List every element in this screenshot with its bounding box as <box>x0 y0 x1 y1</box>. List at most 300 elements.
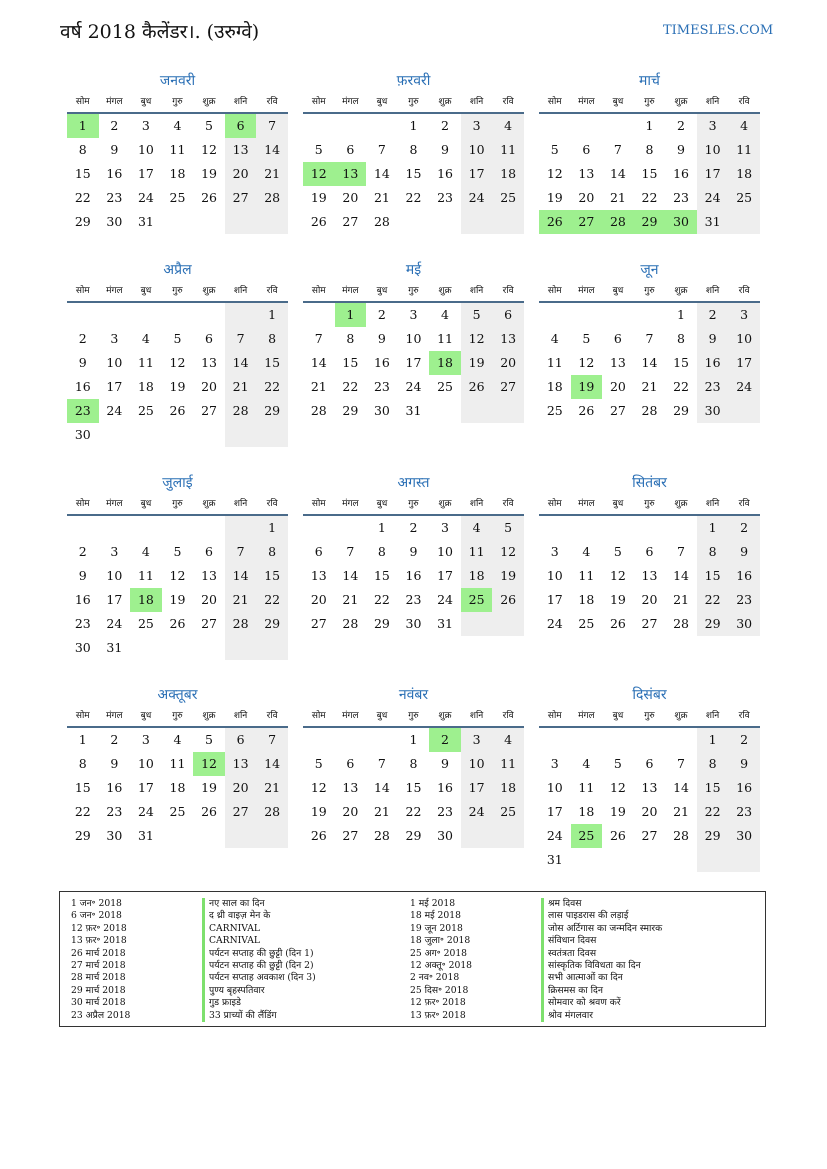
day-cell[interactable]: 8 <box>78 756 87 771</box>
day-cell[interactable]: 5 <box>550 142 559 157</box>
day-cell[interactable]: 25 <box>137 616 154 631</box>
day-cell[interactable]: 23 <box>106 190 123 205</box>
day-cell[interactable]: 1 <box>677 307 685 322</box>
day-cell[interactable]: 17 <box>546 592 563 607</box>
day-cell[interactable]: 19 <box>169 592 186 607</box>
day-cell[interactable]: 18 <box>578 592 595 607</box>
day-cell[interactable]: 30 <box>74 640 91 655</box>
day-cell[interactable]: 21 <box>342 592 359 607</box>
day-cell[interactable]: 27 <box>201 403 217 418</box>
day-cell[interactable]: 29 <box>673 403 689 418</box>
day-cell[interactable]: 13 <box>641 780 658 795</box>
day-cell[interactable]: 24 <box>728 375 760 399</box>
day-cell[interactable]: 13 <box>492 327 524 351</box>
day-cell[interactable]: 8 <box>409 142 418 157</box>
day-cell[interactable]: 28 <box>256 186 288 210</box>
day-cell[interactable]: 27 <box>342 828 359 843</box>
day-cell[interactable]: 16 <box>673 166 689 181</box>
day-cell[interactable]: 7 <box>677 756 685 771</box>
day-cell[interactable]: 15 <box>74 166 91 181</box>
day-cell[interactable]: 22 <box>405 190 422 205</box>
day-cell[interactable]: 3 <box>461 114 493 138</box>
day-cell[interactable]: 24 <box>106 403 123 418</box>
day-cell[interactable]: 7 <box>314 331 323 346</box>
day-cell[interactable]: 2 <box>441 118 449 133</box>
day-cell[interactable]: 29 <box>256 399 288 423</box>
day-cell[interactable]: 5 <box>205 732 213 747</box>
day-cell[interactable]: 12 <box>609 780 626 795</box>
day-cell[interactable]: 10 <box>137 756 154 771</box>
day-cell[interactable]: 28 <box>373 214 390 229</box>
day-cell[interactable]: 18 <box>578 804 595 819</box>
day-cell[interactable]: 31 <box>697 210 729 234</box>
day-cell[interactable]: 23 <box>405 592 422 607</box>
day-cell[interactable]: 1 <box>377 520 386 535</box>
day-cell[interactable]: 15 <box>256 564 288 588</box>
day-cell[interactable]: 15 <box>673 355 689 370</box>
day-cell[interactable]: 23 <box>728 800 760 824</box>
day-cell[interactable]: 1 <box>78 732 87 747</box>
day-cell[interactable]: 28 <box>342 616 359 631</box>
day-cell[interactable]: 21 <box>225 588 257 612</box>
day-cell[interactable]: 24 <box>546 828 563 843</box>
day-cell[interactable]: 11 <box>137 355 154 370</box>
day-cell[interactable]: 5 <box>492 516 524 540</box>
day-cell[interactable]: 29 <box>342 403 359 418</box>
day-cell[interactable]: 12 <box>303 162 335 186</box>
day-cell[interactable]: 24 <box>546 616 563 631</box>
day-cell[interactable]: 19 <box>609 804 626 819</box>
day-cell[interactable]: 1 <box>256 516 288 540</box>
day-cell[interactable]: 11 <box>578 568 595 583</box>
day-cell[interactable]: 4 <box>550 331 559 346</box>
day-cell[interactable]: 20 <box>641 592 658 607</box>
day-cell[interactable]: 15 <box>256 351 288 375</box>
day-cell[interactable]: 26 <box>609 616 626 631</box>
day-cell[interactable]: 8 <box>256 540 288 564</box>
day-cell[interactable]: 27 <box>641 828 658 843</box>
day-cell[interactable]: 9 <box>677 142 685 157</box>
day-cell[interactable]: 21 <box>256 162 288 186</box>
day-cell[interactable]: 1 <box>697 516 729 540</box>
day-cell[interactable]: 20 <box>310 592 327 607</box>
day-cell[interactable]: 31 <box>106 640 123 655</box>
day-cell[interactable]: 2 <box>409 520 418 535</box>
day-cell[interactable]: 17 <box>137 166 154 181</box>
day-cell[interactable]: 9 <box>409 544 418 559</box>
day-cell[interactable]: 26 <box>169 403 186 418</box>
day-cell[interactable]: 28 <box>310 403 327 418</box>
day-cell[interactable]: 9 <box>110 756 119 771</box>
day-cell[interactable]: 4 <box>441 307 449 322</box>
day-cell[interactable]: 17 <box>137 780 154 795</box>
day-cell[interactable]: 16 <box>106 166 123 181</box>
day-cell[interactable]: 29 <box>634 210 666 234</box>
day-cell[interactable]: 21 <box>673 592 689 607</box>
day-cell[interactable]: 5 <box>582 331 591 346</box>
day-cell[interactable]: 29 <box>697 612 729 636</box>
day-cell[interactable]: 10 <box>728 327 760 351</box>
day-cell[interactable]: 6 <box>346 756 355 771</box>
day-cell[interactable]: 30 <box>106 214 123 229</box>
day-cell[interactable]: 27 <box>609 403 626 418</box>
day-cell[interactable]: 26 <box>169 616 186 631</box>
day-cell[interactable]: 8 <box>409 756 418 771</box>
day-cell[interactable]: 11 <box>578 780 595 795</box>
day-cell[interactable]: 12 <box>546 166 563 181</box>
day-cell[interactable]: 17 <box>437 568 453 583</box>
day-cell[interactable]: 11 <box>492 752 524 776</box>
day-cell[interactable]: 22 <box>405 804 422 819</box>
day-cell[interactable]: 12 <box>492 540 524 564</box>
day-cell[interactable]: 22 <box>373 592 390 607</box>
day-cell[interactable]: 7 <box>645 331 654 346</box>
day-cell[interactable]: 4 <box>173 732 182 747</box>
day-cell[interactable]: 7 <box>256 114 288 138</box>
day-cell[interactable]: 7 <box>377 142 386 157</box>
day-cell[interactable]: 19 <box>169 379 186 394</box>
day-cell[interactable]: 19 <box>492 564 524 588</box>
day-cell[interactable]: 10 <box>546 568 563 583</box>
day-cell[interactable]: 29 <box>697 824 729 848</box>
day-cell[interactable]: 11 <box>461 540 493 564</box>
day-cell[interactable]: 10 <box>437 544 453 559</box>
day-cell[interactable]: 25 <box>546 403 563 418</box>
day-cell[interactable]: 2 <box>110 732 119 747</box>
day-cell[interactable]: 23 <box>437 804 453 819</box>
day-cell[interactable]: 20 <box>342 190 359 205</box>
day-cell[interactable]: 23 <box>106 804 123 819</box>
day-cell[interactable]: 14 <box>673 780 689 795</box>
day-cell[interactable]: 27 <box>225 186 257 210</box>
day-cell[interactable]: 18 <box>169 166 186 181</box>
day-cell[interactable]: 7 <box>225 327 257 351</box>
day-cell[interactable]: 17 <box>405 355 422 370</box>
day-cell[interactable]: 14 <box>225 351 257 375</box>
day-cell[interactable]: 29 <box>74 214 91 229</box>
day-cell[interactable]: 28 <box>673 828 689 843</box>
day-cell[interactable]: 30 <box>373 403 390 418</box>
day-cell[interactable]: 22 <box>256 375 288 399</box>
day-cell[interactable]: 14 <box>641 355 658 370</box>
day-cell[interactable]: 22 <box>697 588 729 612</box>
day-cell[interactable]: 3 <box>110 331 119 346</box>
day-cell[interactable]: 1 <box>256 303 288 327</box>
day-cell[interactable]: 5 <box>461 303 493 327</box>
day-cell[interactable]: 30 <box>728 824 760 848</box>
day-cell[interactable]: 30 <box>665 210 697 234</box>
day-cell[interactable]: 19 <box>201 166 217 181</box>
day-cell[interactable]: 16 <box>74 379 91 394</box>
day-cell[interactable]: 24 <box>106 616 123 631</box>
day-cell[interactable]: 23 <box>373 379 390 394</box>
day-cell[interactable]: 29 <box>373 616 390 631</box>
day-cell[interactable]: 20 <box>201 379 217 394</box>
day-cell[interactable]: 30 <box>728 612 760 636</box>
day-cell[interactable]: 16 <box>437 166 453 181</box>
day-cell[interactable]: 6 <box>225 114 257 138</box>
day-cell[interactable]: 26 <box>578 403 595 418</box>
day-cell[interactable]: 17 <box>697 162 729 186</box>
day-cell[interactable]: 29 <box>256 612 288 636</box>
day-cell[interactable]: 18 <box>461 564 493 588</box>
day-cell[interactable]: 25 <box>437 379 453 394</box>
day-cell[interactable]: 12 <box>310 780 327 795</box>
day-cell[interactable]: 1 <box>67 114 99 138</box>
day-cell[interactable]: 18 <box>546 379 563 394</box>
day-cell[interactable]: 14 <box>673 568 689 583</box>
day-cell[interactable]: 18 <box>130 588 162 612</box>
day-cell[interactable]: 3 <box>409 307 418 322</box>
day-cell[interactable]: 5 <box>613 544 622 559</box>
day-cell[interactable]: 6 <box>582 142 591 157</box>
day-cell[interactable]: 27 <box>310 616 327 631</box>
day-cell[interactable]: 5 <box>173 544 182 559</box>
day-cell[interactable]: 11 <box>492 138 524 162</box>
day-cell[interactable]: 4 <box>461 516 493 540</box>
day-cell[interactable]: 26 <box>461 375 493 399</box>
day-cell[interactable]: 2 <box>78 544 87 559</box>
day-cell[interactable]: 10 <box>106 355 123 370</box>
day-cell[interactable]: 5 <box>314 142 323 157</box>
day-cell[interactable]: 2 <box>728 516 760 540</box>
day-cell[interactable]: 21 <box>373 804 390 819</box>
day-cell[interactable]: 19 <box>609 592 626 607</box>
day-cell[interactable]: 17 <box>461 162 493 186</box>
day-cell[interactable]: 13 <box>335 162 367 186</box>
day-cell[interactable]: 24 <box>461 800 493 824</box>
day-cell[interactable]: 16 <box>373 355 390 370</box>
day-cell[interactable]: 21 <box>373 190 390 205</box>
day-cell[interactable]: 7 <box>377 756 386 771</box>
day-cell[interactable]: 10 <box>106 568 123 583</box>
site-link[interactable]: TIMESLES.COM <box>663 23 774 38</box>
day-cell[interactable]: 18 <box>169 780 186 795</box>
day-cell[interactable]: 26 <box>201 190 217 205</box>
day-cell[interactable]: 10 <box>405 331 422 346</box>
day-cell[interactable]: 20 <box>578 190 595 205</box>
day-cell[interactable]: 14 <box>225 564 257 588</box>
day-cell[interactable]: 23 <box>673 190 689 205</box>
day-cell[interactable]: 21 <box>310 379 327 394</box>
day-cell[interactable]: 28 <box>602 210 634 234</box>
day-cell[interactable]: 22 <box>641 190 658 205</box>
day-cell[interactable]: 11 <box>137 568 154 583</box>
day-cell[interactable]: 15 <box>342 355 359 370</box>
day-cell[interactable]: 13 <box>609 355 626 370</box>
day-cell[interactable]: 13 <box>225 138 257 162</box>
day-cell[interactable]: 26 <box>201 804 217 819</box>
day-cell[interactable]: 12 <box>201 142 217 157</box>
day-cell[interactable]: 22 <box>74 804 91 819</box>
day-cell[interactable]: 12 <box>193 752 225 776</box>
day-cell[interactable]: 25 <box>169 190 186 205</box>
day-cell[interactable]: 6 <box>645 756 654 771</box>
day-cell[interactable]: 20 <box>225 776 257 800</box>
day-cell[interactable]: 7 <box>677 544 685 559</box>
day-cell[interactable]: 24 <box>137 804 154 819</box>
day-cell[interactable]: 14 <box>609 166 626 181</box>
day-cell[interactable]: 1 <box>335 303 367 327</box>
day-cell[interactable]: 20 <box>201 592 217 607</box>
day-cell[interactable]: 2 <box>429 728 461 752</box>
day-cell[interactable]: 22 <box>697 800 729 824</box>
day-cell[interactable]: 7 <box>346 544 355 559</box>
day-cell[interactable]: 22 <box>673 379 689 394</box>
day-cell[interactable]: 14 <box>342 568 359 583</box>
day-cell[interactable]: 28 <box>641 403 658 418</box>
day-cell[interactable]: 10 <box>546 780 563 795</box>
day-cell[interactable]: 24 <box>461 186 493 210</box>
day-cell[interactable]: 1 <box>697 728 729 752</box>
day-cell[interactable]: 8 <box>645 142 654 157</box>
day-cell[interactable]: 16 <box>405 568 422 583</box>
day-cell[interactable]: 26 <box>492 588 524 612</box>
day-cell[interactable]: 8 <box>78 142 87 157</box>
day-cell[interactable]: 27 <box>641 616 658 631</box>
day-cell[interactable]: 21 <box>673 804 689 819</box>
day-cell[interactable]: 4 <box>582 544 591 559</box>
day-cell[interactable]: 3 <box>550 544 559 559</box>
day-cell[interactable]: 15 <box>405 166 422 181</box>
day-cell[interactable]: 31 <box>437 616 453 631</box>
day-cell[interactable]: 14 <box>256 752 288 776</box>
day-cell[interactable]: 18 <box>429 351 461 375</box>
day-cell[interactable]: 9 <box>697 327 729 351</box>
day-cell[interactable]: 7 <box>256 728 288 752</box>
day-cell[interactable]: 25 <box>492 186 524 210</box>
day-cell[interactable]: 5 <box>613 756 622 771</box>
day-cell[interactable]: 19 <box>571 375 603 399</box>
day-cell[interactable]: 19 <box>310 804 327 819</box>
day-cell[interactable]: 21 <box>225 375 257 399</box>
day-cell[interactable]: 21 <box>609 190 626 205</box>
day-cell[interactable]: 16 <box>697 351 729 375</box>
day-cell[interactable]: 3 <box>697 114 729 138</box>
day-cell[interactable]: 9 <box>110 142 119 157</box>
day-cell[interactable]: 13 <box>578 166 595 181</box>
day-cell[interactable]: 28 <box>225 399 257 423</box>
day-cell[interactable]: 16 <box>728 564 760 588</box>
day-cell[interactable]: 1 <box>409 118 418 133</box>
day-cell[interactable]: 17 <box>106 379 123 394</box>
day-cell[interactable]: 28 <box>256 800 288 824</box>
day-cell[interactable]: 31 <box>405 403 422 418</box>
day-cell[interactable]: 12 <box>169 568 186 583</box>
day-cell[interactable]: 12 <box>578 355 595 370</box>
day-cell[interactable]: 12 <box>169 355 186 370</box>
day-cell[interactable]: 25 <box>571 824 603 848</box>
day-cell[interactable]: 12 <box>461 327 493 351</box>
day-cell[interactable]: 29 <box>74 828 91 843</box>
day-cell[interactable]: 11 <box>437 331 453 346</box>
day-cell[interactable]: 6 <box>492 303 524 327</box>
day-cell[interactable]: 21 <box>641 379 658 394</box>
day-cell[interactable]: 22 <box>256 588 288 612</box>
day-cell[interactable]: 2 <box>697 303 729 327</box>
day-cell[interactable]: 16 <box>74 592 91 607</box>
day-cell[interactable]: 25 <box>461 588 493 612</box>
day-cell[interactable]: 24 <box>697 186 729 210</box>
day-cell[interactable]: 26 <box>310 214 327 229</box>
day-cell[interactable]: 14 <box>310 355 327 370</box>
day-cell[interactable]: 8 <box>377 544 386 559</box>
day-cell[interactable]: 18 <box>728 162 760 186</box>
day-cell[interactable]: 15 <box>74 780 91 795</box>
day-cell[interactable]: 17 <box>728 351 760 375</box>
day-cell[interactable]: 13 <box>201 568 217 583</box>
day-cell[interactable]: 8 <box>697 752 729 776</box>
day-cell[interactable]: 13 <box>201 355 217 370</box>
day-cell[interactable]: 11 <box>169 756 186 771</box>
day-cell[interactable]: 6 <box>346 142 355 157</box>
day-cell[interactable]: 3 <box>110 544 119 559</box>
day-cell[interactable]: 16 <box>728 776 760 800</box>
day-cell[interactable]: 6 <box>613 331 622 346</box>
day-cell[interactable]: 23 <box>728 588 760 612</box>
day-cell[interactable]: 5 <box>314 756 323 771</box>
day-cell[interactable]: 15 <box>641 166 658 181</box>
day-cell[interactable]: 4 <box>728 114 760 138</box>
day-cell[interactable]: 28 <box>373 828 390 843</box>
day-cell[interactable]: 9 <box>441 142 449 157</box>
day-cell[interactable]: 17 <box>461 776 493 800</box>
day-cell[interactable]: 13 <box>310 568 327 583</box>
day-cell[interactable]: 3 <box>141 118 150 133</box>
day-cell[interactable]: 24 <box>437 592 453 607</box>
day-cell[interactable]: 24 <box>137 190 154 205</box>
day-cell[interactable]: 27 <box>492 375 524 399</box>
day-cell[interactable]: 29 <box>405 828 422 843</box>
day-cell[interactable]: 2 <box>110 118 119 133</box>
day-cell[interactable]: 22 <box>342 379 359 394</box>
day-cell[interactable]: 30 <box>106 828 123 843</box>
day-cell[interactable]: 27 <box>201 616 217 631</box>
day-cell[interactable]: 5 <box>205 118 213 133</box>
day-cell[interactable]: 1 <box>409 732 418 747</box>
day-cell[interactable]: 10 <box>461 752 493 776</box>
day-cell[interactable]: 2 <box>728 728 760 752</box>
day-cell[interactable]: 19 <box>310 190 327 205</box>
day-cell[interactable]: 17 <box>546 804 563 819</box>
day-cell[interactable]: 15 <box>697 564 729 588</box>
day-cell[interactable]: 22 <box>74 190 91 205</box>
day-cell[interactable]: 30 <box>405 616 422 631</box>
day-cell[interactable]: 4 <box>141 544 150 559</box>
day-cell[interactable]: 28 <box>225 612 257 636</box>
day-cell[interactable]: 9 <box>377 331 386 346</box>
day-cell[interactable]: 27 <box>225 800 257 824</box>
day-cell[interactable]: 10 <box>697 138 729 162</box>
day-cell[interactable]: 3 <box>141 732 150 747</box>
day-cell[interactable]: 15 <box>697 776 729 800</box>
day-cell[interactable]: 8 <box>256 327 288 351</box>
day-cell[interactable]: 3 <box>728 303 760 327</box>
day-cell[interactable]: 9 <box>78 568 87 583</box>
day-cell[interactable]: 8 <box>346 331 355 346</box>
day-cell[interactable]: 31 <box>137 828 154 843</box>
day-cell[interactable]: 7 <box>613 142 622 157</box>
day-cell[interactable]: 25 <box>728 186 760 210</box>
day-cell[interactable]: 6 <box>205 544 213 559</box>
day-cell[interactable]: 18 <box>137 379 154 394</box>
day-cell[interactable]: 28 <box>673 616 689 631</box>
day-cell[interactable]: 24 <box>405 379 422 394</box>
day-cell[interactable]: 14 <box>373 780 390 795</box>
day-cell[interactable]: 25 <box>578 616 595 631</box>
day-cell[interactable]: 16 <box>106 780 123 795</box>
day-cell[interactable]: 4 <box>173 118 182 133</box>
